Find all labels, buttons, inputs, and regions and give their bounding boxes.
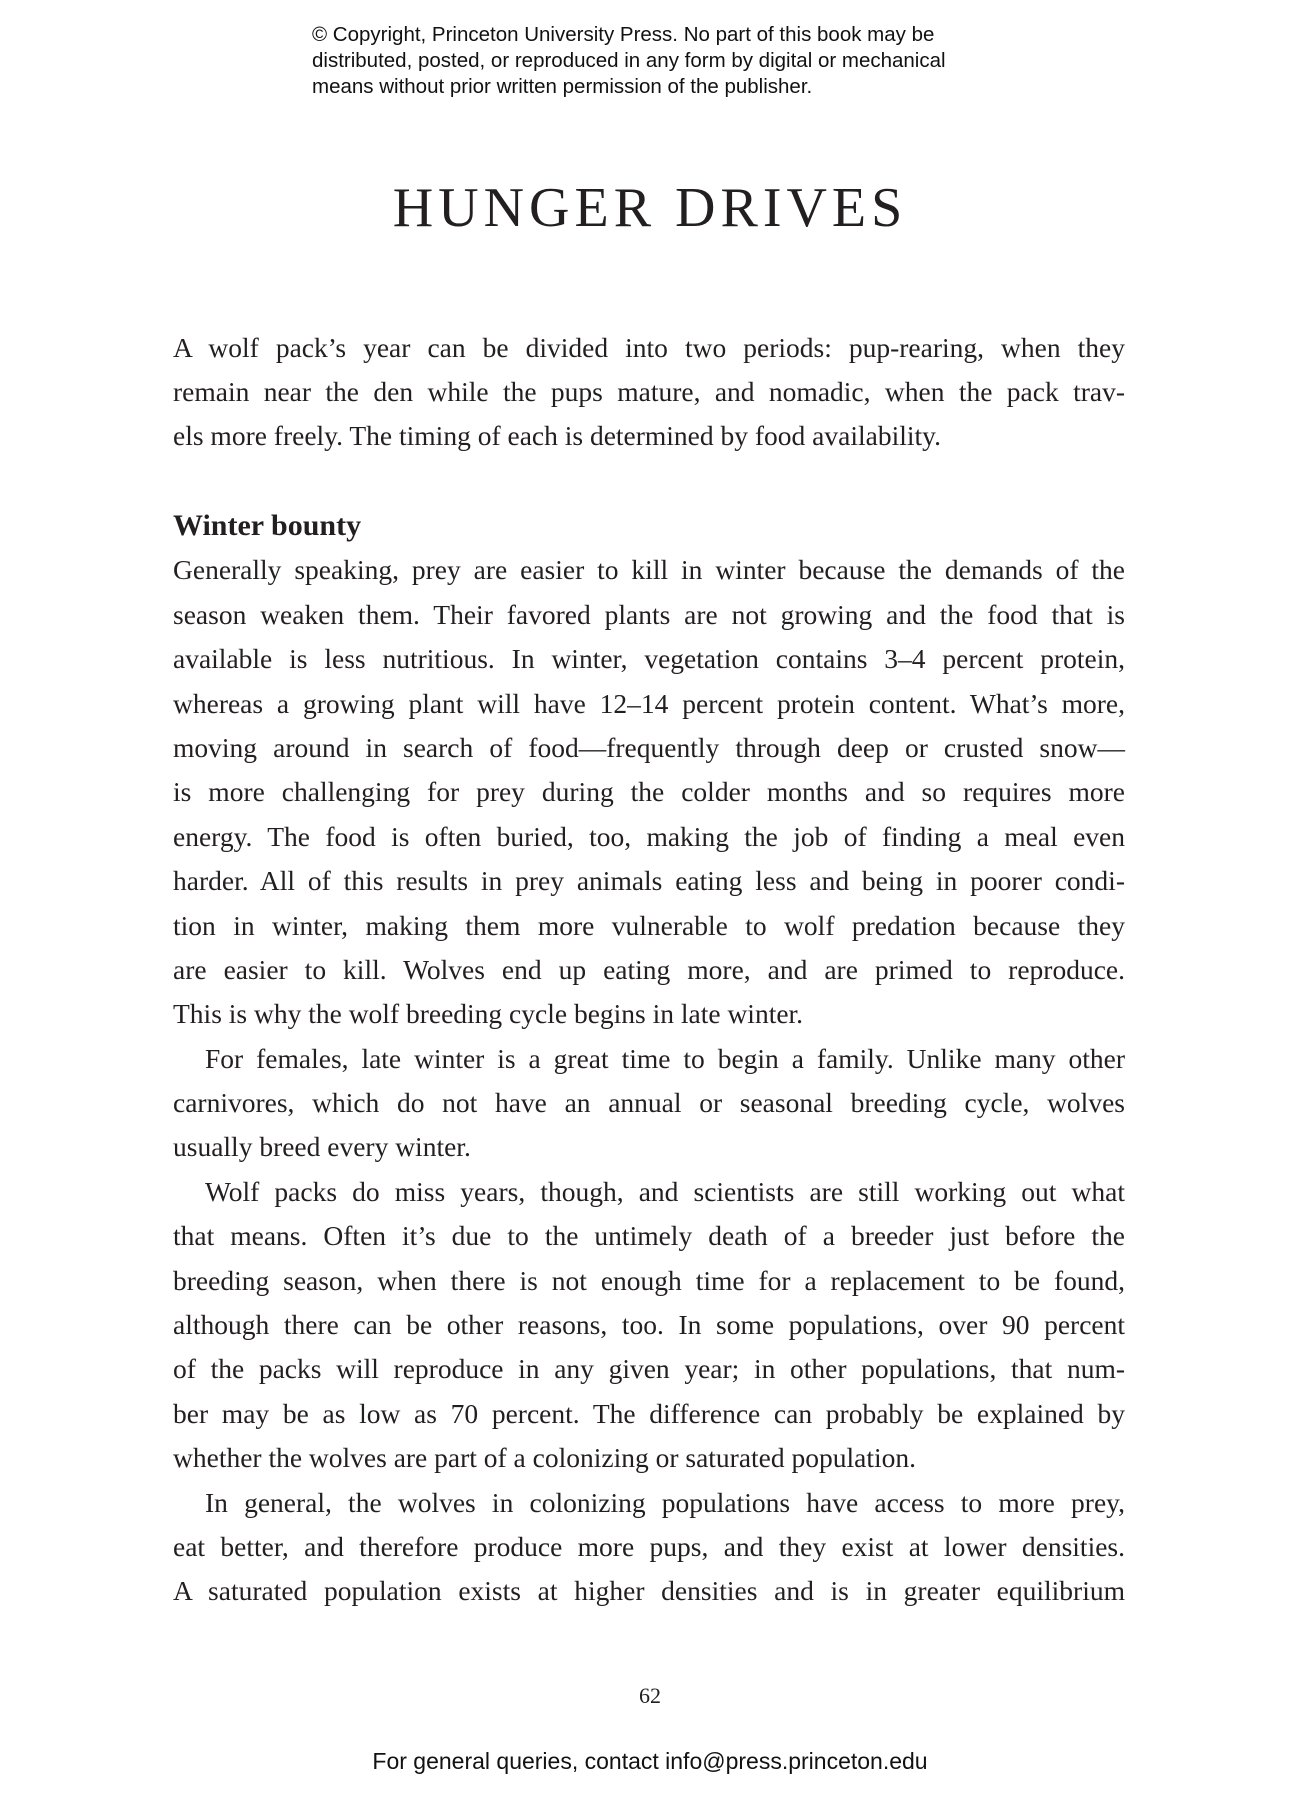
text-line: els more freely. The timing of each is determined by food availability. bbox=[173, 420, 941, 451]
footer-contact: For general queries, contact info@press.princeton.edu bbox=[372, 1748, 928, 1774]
page-number: 62 bbox=[639, 1683, 661, 1708]
copyright-notice bbox=[312, 22, 1012, 100]
text-line: tion in winter, making them more vulnerable to wolf predation because they bbox=[173, 909, 1125, 941]
text-line: harder. All of this results in prey animals eating less and being in poorer condi- bbox=[173, 865, 1125, 897]
text-line: energy. The food is often buried, too, making the job of finding a meal even bbox=[173, 820, 1125, 852]
chapter-title: HUNGER DRIVES bbox=[392, 177, 908, 239]
text-line: Generally speaking, prey are easier to kill in winter because the demands of the bbox=[173, 554, 1125, 586]
paragraph bbox=[173, 1170, 1125, 1481]
section-heading: Winter bounty bbox=[173, 509, 362, 542]
copyright-line: © Copyright, Princeton University Press. No part of this book may be bbox=[312, 23, 935, 46]
intro-paragraph bbox=[173, 326, 1125, 458]
text-line: In general, the wolves in colonizing populations have access to more prey, bbox=[205, 1486, 1125, 1518]
text-line: A saturated population exists at higher densities and is in greater equilibrium bbox=[173, 1575, 1125, 1607]
paragraph bbox=[173, 1481, 1125, 1614]
text-line: whereas a growing plant will have 12–14 percent protein content. What’s more, bbox=[173, 687, 1125, 719]
text-line: moving around in search of food—frequently through deep or crusted snow— bbox=[173, 731, 1125, 763]
text-line: that means. Often it’s due to the untimely death of a breeder just before the bbox=[173, 1220, 1125, 1252]
text-line: available is less nutritious. In winter, vegetation contains 3–4 percent protein, bbox=[173, 643, 1125, 675]
copyright-line: means without prior written permission of the publisher. bbox=[312, 75, 813, 98]
section-winter-bounty bbox=[173, 504, 1125, 1614]
text-line: remain near the den while the pups mature, and nomadic, when the pack trav- bbox=[173, 376, 1125, 407]
text-line: Wolf packs do miss years, though, and scientists are still working out what bbox=[205, 1175, 1125, 1207]
text-line: season weaken them. Their favored plants are not growing and the food that is bbox=[173, 598, 1125, 630]
copyright-line: distributed, posted, or reproduced in any form by digital or mechanical bbox=[312, 49, 946, 72]
text-line: A wolf pack’s year can be divided into two periods: pup-rearing, when they bbox=[173, 332, 1125, 363]
paragraph bbox=[173, 1037, 1125, 1170]
text-line: This is why the wolf breeding cycle begins in late winter. bbox=[173, 998, 804, 1030]
text-line: are easier to kill. Wolves end up eating more, and are primed to reproduce. bbox=[173, 953, 1125, 985]
text-line: breeding season, when there is not enough time for a replacement to be found, bbox=[173, 1264, 1125, 1296]
text-line: For females, late winter is a great time to begin a family. Unlike many other bbox=[205, 1042, 1125, 1074]
text-line: is more challenging for prey during the colder months and so requires more bbox=[173, 776, 1125, 808]
text-line: carnivores, which do not have an annual or seasonal breeding cycle, wolves bbox=[173, 1087, 1125, 1119]
paragraph bbox=[173, 548, 1125, 1036]
text-line: usually breed every winter. bbox=[173, 1131, 471, 1163]
text-line: whether the wolves are part of a colonizing or saturated population. bbox=[173, 1442, 917, 1474]
text-line: ber may be as low as 70 percent. The difference can probably be explained by bbox=[173, 1397, 1125, 1429]
text-line: eat better, and therefore produce more pups, and they exist at lower densities. bbox=[173, 1530, 1125, 1562]
text-line: although there can be other reasons, too. In some populations, over 90 percent bbox=[173, 1309, 1125, 1341]
text-line: of the packs will reproduce in any given year; in other populations, that num- bbox=[173, 1353, 1125, 1385]
